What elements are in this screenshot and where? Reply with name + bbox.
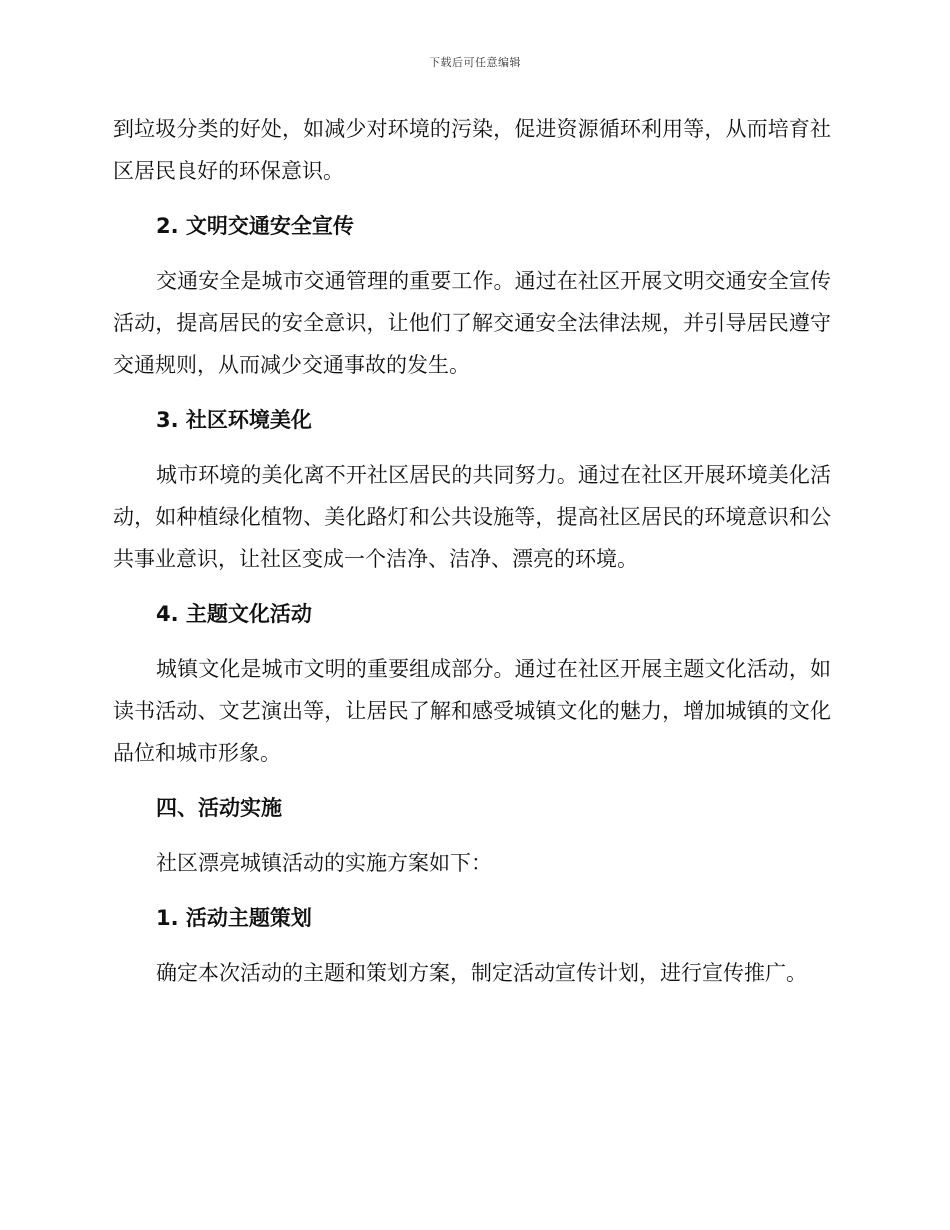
page-header-note: 下载后可任意编辑 <box>429 56 521 69</box>
paragraph-planning: 确定本次活动的主题和策划方案，制定活动宣传计划，进行宣传推广。 <box>156 961 807 985</box>
paragraph-culture: 城镇文化是城市文明的重要组成部分。通过在社区开展主题文化活动，如读书活动、文艺演出等，让居民了解和感受城镇文化的魅力，增加城镇的文化品位和城市形象。 <box>113 657 831 765</box>
paragraph-environment: 城市环境的美化离不开社区居民的共同努力。通过在社区开展环境美化活动，如种植绿化植物、美化路灯和公共设施等，提高社区居民的环境意识和公共事业意识，让社区变成一个洁净、洁净、漂亮的环境。 <box>113 463 831 571</box>
section-heading-culture: 4. 主题文化活动 <box>156 602 312 626</box>
section-heading-planning: 1. 活动主题策划 <box>156 906 312 930</box>
paragraph-traffic-safety: 交通安全是城市交通管理的重要工作。通过在社区开展文明交通安全宣传活动，提高居民的安全意识，让他们了解交通安全法律法规，并引导居民遵守交通规则，从而减少交通事故的发生。 <box>113 269 831 377</box>
document-body <box>113 108 831 1007</box>
section-heading-traffic-safety: 2. 文明交通安全宣传 <box>156 214 354 238</box>
section-heading-implementation: 四、活动实施 <box>156 796 282 820</box>
paragraph-continued: 到垃圾分类的好处，如减少对环境的污染，促进资源循环利用等，从而培育社区居民良好的环保意识。 <box>113 117 831 183</box>
paragraph-implementation: 社区漂亮城镇活动的实施方案如下： <box>156 851 492 875</box>
section-heading-environment: 3. 社区环境美化 <box>156 408 312 432</box>
